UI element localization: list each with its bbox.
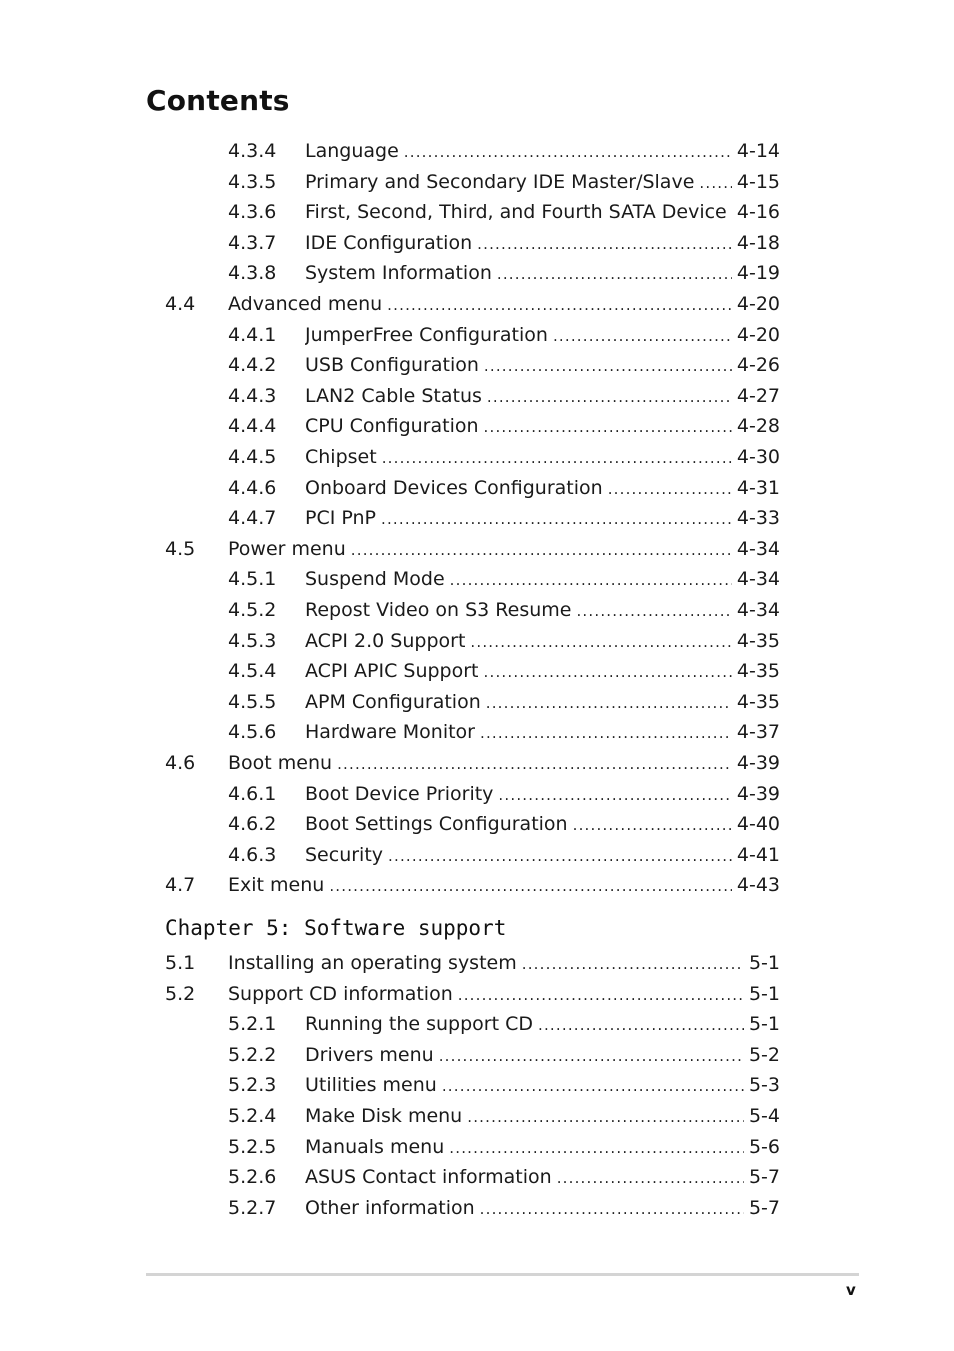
toc-entry-line (305, 660, 780, 682)
toc-entry[interactable] (0, 809, 954, 839)
toc-entry-number: 4.6.2 (228, 813, 277, 836)
toc-entry-label: PCI PnP (305, 507, 376, 530)
toc-entry-label: Support CD information (228, 982, 453, 1005)
footer-divider (146, 1273, 859, 1276)
toc-entry-number: 4.3.8 (228, 262, 277, 285)
toc-entry-line (228, 293, 780, 315)
chapter-heading: Chapter 5: Software support (165, 916, 507, 940)
toc-entry-page: 5-2 (748, 1043, 780, 1066)
dot-leader (486, 694, 732, 712)
toc-entry[interactable] (0, 979, 954, 1009)
toc-entry-page: 4-30 (736, 446, 780, 468)
toc-entry-line (305, 324, 780, 346)
toc-entry-line (305, 232, 780, 254)
toc-entry-page: 4-35 (736, 690, 780, 713)
dot-leader (553, 327, 732, 345)
dot-leader (522, 955, 744, 973)
toc-entry-label: Primary and Secondary IDE Master/Slave (305, 170, 695, 193)
dot-leader (450, 571, 732, 589)
dot-leader (470, 633, 731, 651)
toc-entry-line (228, 874, 780, 896)
toc-entry-page: 4-14 (736, 140, 780, 162)
toc-entry-number: 5.2.2 (228, 1043, 277, 1066)
toc-entry-page: 4-26 (736, 354, 780, 377)
toc-entry-label: Boot menu (228, 752, 333, 774)
toc-entry-line (305, 1044, 780, 1066)
toc-entry-page: 4-40 (736, 813, 780, 836)
toc-entry[interactable] (0, 870, 954, 900)
toc-entry-line (305, 813, 780, 835)
toc-entry-number: 5.2 (165, 982, 196, 1005)
toc-entry-page: 5-1 (748, 1013, 780, 1036)
toc-entry-page: 4-43 (736, 874, 780, 897)
toc-entry-number: 4.4.7 (228, 507, 277, 530)
toc-entry-number: 4.5.4 (228, 660, 277, 683)
dot-leader (480, 724, 732, 742)
toc-entry[interactable] (0, 503, 954, 533)
toc-entry-label: Exit menu (228, 874, 325, 897)
dot-leader (608, 480, 732, 498)
dot-leader (387, 296, 732, 314)
toc-entry-label: CPU Configuration (305, 415, 479, 438)
dot-leader (329, 877, 732, 895)
toc-entry-page: 4-16 (736, 201, 780, 224)
toc-entry-label: Hardware Monitor (305, 721, 475, 744)
dot-leader (351, 541, 732, 559)
dot-leader (484, 418, 732, 436)
toc-entry-label: Drivers menu (305, 1043, 434, 1066)
dot-leader (337, 755, 732, 773)
dot-leader (477, 235, 732, 253)
toc-entry-number: 5.2.1 (228, 1013, 277, 1036)
toc-entry-number: 4.5.5 (228, 690, 277, 713)
toc-entry[interactable] (0, 411, 954, 441)
toc-entry-page: 5-3 (748, 1074, 780, 1097)
toc-entry-number: 4.4.1 (228, 323, 277, 346)
toc-entry-line (305, 415, 780, 437)
toc-entry-line (305, 201, 780, 223)
toc-entry-line (305, 354, 780, 376)
toc-entry[interactable] (0, 656, 954, 686)
toc-entry-label: Advanced menu (228, 293, 383, 315)
toc-entry-line (305, 691, 780, 713)
toc-entry-number: 5.2.3 (228, 1074, 277, 1097)
toc-entry[interactable] (0, 534, 954, 564)
dot-leader (484, 357, 732, 375)
toc-entry-page: 5-7 (748, 1196, 780, 1219)
toc-entry-number: 4.4.4 (228, 415, 277, 438)
toc-entry-line (305, 1074, 780, 1096)
toc-entry-label: Make Disk menu (305, 1105, 463, 1127)
dot-leader (497, 265, 732, 283)
toc-entry-number: 4.6 (165, 752, 196, 774)
toc-entry-page: 5-4 (748, 1105, 780, 1127)
toc-entry-number: 4.4.2 (228, 354, 277, 377)
toc-entry-page: 5-6 (748, 1135, 780, 1158)
toc-entry-page: 4-27 (736, 384, 780, 407)
toc-entry-label: JumperFree Configuration (305, 323, 548, 346)
toc-entry-number: 4.3.5 (228, 170, 277, 193)
toc-entry-label: First, Second, Third, and Fourth SATA Device (305, 201, 727, 224)
toc-entry-line (305, 171, 780, 193)
toc-entry-label: Other information (305, 1196, 475, 1219)
toc-entry-page: 5-7 (748, 1166, 780, 1189)
dot-leader (576, 602, 731, 620)
toc-entry-page: 4-41 (736, 843, 780, 866)
toc-entry[interactable] (0, 595, 954, 625)
toc-entry[interactable] (0, 717, 954, 747)
toc-entry-label: LAN2 Cable Status (305, 384, 482, 407)
toc-entry[interactable] (0, 258, 954, 288)
toc-entry-number: 4.5.3 (228, 629, 277, 652)
dot-leader (404, 143, 732, 161)
toc-entry-number: 5.1 (165, 952, 196, 974)
toc-entry-line (305, 1013, 780, 1035)
toc-entry[interactable] (0, 197, 954, 227)
toc-entry-page: 4-34 (736, 599, 780, 621)
toc-entry-label: Onboard Devices Configuration (305, 476, 603, 499)
toc-entry-number: 4.3.6 (228, 201, 277, 224)
toc-entry-label: Chipset (305, 446, 377, 468)
toc-entry-label: ACPI APIC Support (305, 660, 479, 683)
toc-entry-number: 4.5.1 (228, 568, 277, 591)
toc-entry-line (305, 599, 780, 621)
toc-entry-page: 4-31 (736, 476, 780, 499)
toc-entry-number: 5.2.6 (228, 1166, 277, 1189)
toc-entry-line (305, 568, 780, 590)
toc-entry-line (305, 477, 780, 499)
toc-entry-number: 4.5 (165, 537, 196, 560)
toc-entry-label: Suspend Mode (305, 568, 445, 591)
toc-entry-label: Boot Device Priority (305, 782, 494, 805)
dot-leader (557, 1169, 744, 1187)
toc-entry[interactable] (0, 1070, 954, 1100)
toc-entry[interactable] (0, 1101, 954, 1131)
toc-entry-line (305, 1105, 780, 1127)
toc-entry-page: 4-33 (736, 507, 780, 530)
toc-entry-number: 4.6.3 (228, 843, 277, 866)
toc-entry-line (305, 507, 780, 529)
toc-entry-number: 4.7 (165, 874, 196, 897)
toc-entry-number: 5.2.4 (228, 1105, 277, 1127)
toc-entry-line (305, 1166, 780, 1188)
toc-entry-number: 4.5.6 (228, 721, 277, 744)
toc-entry-label: Installing an operating system (228, 952, 517, 974)
dot-leader (467, 1108, 744, 1126)
toc-entry[interactable] (0, 442, 954, 472)
toc-entry-number: 4.4.5 (228, 446, 277, 468)
dot-leader (498, 786, 731, 804)
toc-entry[interactable] (0, 381, 954, 411)
toc-entry-number: 4.6.1 (228, 782, 277, 805)
toc-entry[interactable] (0, 626, 954, 656)
toc-entry-line (228, 538, 780, 560)
toc-entry-line (305, 1197, 780, 1219)
page-number: v (846, 1281, 856, 1299)
toc-entry[interactable] (0, 1040, 954, 1070)
dot-leader (699, 174, 731, 192)
toc-entry-line (305, 783, 780, 805)
dot-leader (484, 663, 732, 681)
toc-entry-number: 4.4.6 (228, 476, 277, 499)
toc-entry-number: 4.3.4 (228, 140, 277, 162)
dot-leader (487, 388, 732, 406)
toc-entry[interactable] (0, 167, 954, 197)
toc-entry[interactable] (0, 748, 954, 778)
toc-entry-label: Running the support CD (305, 1013, 533, 1036)
toc-entry-label: Utilities menu (305, 1074, 437, 1097)
toc-entry[interactable] (0, 350, 954, 380)
dot-leader (449, 1139, 744, 1157)
toc-entry-label: System Information (305, 262, 492, 285)
dot-leader (381, 510, 732, 528)
toc-entry-page: 4-35 (736, 660, 780, 683)
toc-entry[interactable] (0, 289, 954, 319)
toc-entry-page: 5-1 (748, 982, 780, 1005)
toc-entry-number: 5.2.7 (228, 1196, 277, 1219)
toc-entry[interactable] (0, 687, 954, 717)
toc-entry[interactable] (0, 948, 954, 978)
toc-entry-label: Repost Video on S3 Resume (305, 599, 572, 621)
toc-entry[interactable] (0, 1009, 954, 1039)
toc-entry[interactable] (0, 473, 954, 503)
dot-leader (458, 986, 744, 1004)
toc-entry-number: 5.2.5 (228, 1135, 277, 1158)
toc-entry-page: 4-20 (736, 293, 780, 315)
toc-entry-page: 4-34 (736, 568, 780, 591)
toc-entry-line (305, 1136, 780, 1158)
page-title: Contents (146, 84, 290, 117)
dot-leader (442, 1077, 744, 1095)
dot-leader (573, 816, 732, 834)
toc-entry-label: Power menu (228, 537, 346, 560)
toc-entry-page: 4-20 (736, 323, 780, 346)
dot-leader (388, 847, 732, 865)
toc-entry-label: USB Configuration (305, 354, 479, 377)
toc-entry[interactable] (0, 320, 954, 350)
toc-entry-page: 4-39 (736, 782, 780, 805)
dot-leader (538, 1016, 744, 1034)
toc-entry-line (305, 262, 780, 284)
toc-entry-line (228, 952, 780, 974)
toc-entry-page: 5-1 (748, 952, 780, 974)
toc-entry[interactable] (0, 840, 954, 870)
toc-entry-label: ACPI 2.0 Support (305, 629, 466, 652)
toc-entry-line (305, 721, 780, 743)
toc-entry-label: Boot Settings Configuration (305, 813, 568, 836)
toc-entry[interactable] (0, 228, 954, 258)
toc-entry-page: 4-37 (736, 721, 780, 744)
toc-entry-label: Security (305, 843, 384, 866)
toc-entry[interactable] (0, 779, 954, 809)
dot-leader (480, 1200, 744, 1218)
toc-entry[interactable] (0, 1162, 954, 1192)
toc-entry-line (305, 630, 780, 652)
toc-entry-label: Language (305, 140, 399, 162)
toc-entry-number: 4.4 (165, 293, 196, 315)
toc-entry-line (228, 983, 780, 1005)
dot-leader (439, 1047, 744, 1065)
toc-entry[interactable] (0, 136, 954, 166)
toc-entry-page: 4-19 (736, 262, 780, 285)
toc-entry-label: ASUS Contact information (305, 1166, 552, 1189)
toc-entry-page: 4-15 (736, 170, 780, 193)
toc-entry[interactable] (0, 1193, 954, 1223)
toc-entry-number: 4.4.3 (228, 384, 277, 407)
toc-entry-page: 4-28 (736, 415, 780, 438)
toc-entry[interactable] (0, 1132, 954, 1162)
toc-entry-number: 4.5.2 (228, 599, 277, 621)
toc-entry-line (305, 385, 780, 407)
toc-entry-page: 4-39 (736, 752, 780, 774)
toc-entry-label: APM Configuration (305, 690, 481, 713)
dot-leader (382, 449, 732, 467)
toc-entry-page: 4-34 (736, 537, 780, 560)
toc-entry-line (305, 446, 780, 468)
toc-entry-page: 4-18 (736, 231, 780, 254)
toc-entry-line (305, 844, 780, 866)
toc-entry-label: IDE Configuration (305, 231, 473, 254)
toc-entry[interactable] (0, 564, 954, 594)
toc-entry-label: Manuals menu (305, 1135, 445, 1158)
toc-entry-page: 4-35 (736, 629, 780, 652)
toc-entry-number: 4.3.7 (228, 231, 277, 254)
toc-entry-line (228, 752, 780, 774)
toc-entry-line (305, 140, 780, 162)
